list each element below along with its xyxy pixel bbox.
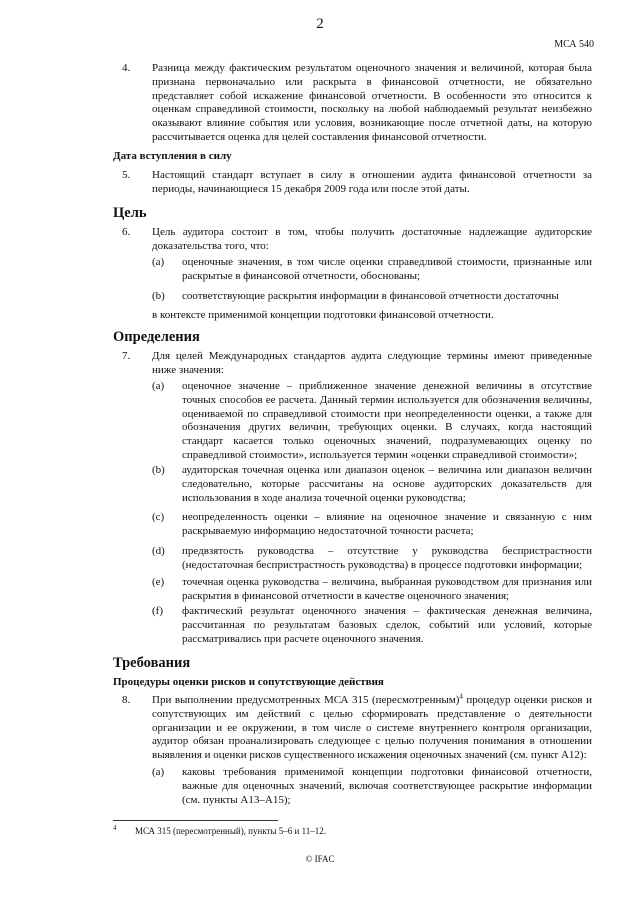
item-label: (b) [152,290,165,302]
requirements-heading: Требования [113,655,191,671]
item-label: (a) [152,380,165,392]
objective-heading: Цель [113,205,147,221]
paragraph-6 [122,226,592,256]
item-text: предвзятость руководства – отсутствие у руководства беспристрастности (недостаточная беспристрастность руководства) в процессе подготовки информации; [182,545,592,571]
paragraph-text-end: процедур оценки рисков и сопутствующих им действий с целью сформировать представление о деятельности организации и ее окружении, в том числе о системе внутреннего контроля организации, аудитор обязан проанализировать следующее с целью получения понимания в отношении выявления и оценки рисков существенного искажения оценочных значений (см. пункт А12): [152,694,592,762]
item-text: оценочные значения, в том числе оценки справедливой стоимости, признанные или раскрытые в финансовой отчетности, обоснованы; [182,256,592,282]
paragraph-number: 4. [122,62,131,74]
definition-item-c [152,511,592,541]
risk-procedures-subheading: Процедуры оценки рисков и сопутствующие действия [113,676,384,688]
item-label: (a) [152,256,165,268]
footnote-reference: 4 [459,692,463,701]
effective-date-heading: Дата вступления в силу [113,150,232,162]
paragraph-number: 8. [122,694,131,706]
definition-item-e [152,576,592,606]
item-text: соответствующие раскрытия информации в финансовой отчетности достаточны [182,290,559,302]
paragraph-text: Разница между фактическим результатом оценочного значения и величиной, которая была признана первоначально или раскрыта в финансовой отчетности, не обязательно представляет собой искажение финансовой отчетности. В особенности это относится к оценкам справедливой стоимости, поскольку на любой наблюдаемый результат неизбежно оказывают влияние события или условия, возникающие после отчетной даты, на которую рассчитывается оценка для целей составления финансовой отчетности. [152,62,592,143]
item-label: (d) [152,545,165,557]
item-label: (c) [152,511,165,523]
footnote-text: МСА 315 (пересмотренный), пункты 5–6 и 11–12. [135,826,327,836]
paragraph-text: Для целей Международных стандартов аудита следующие термины имеют приведенные ниже значения: [152,350,592,376]
definition-item-a [152,380,592,464]
definitions-heading: Определения [113,329,200,345]
objective-item-a [152,256,592,286]
paragraph-number: 7. [122,350,131,362]
item-text: каковы требования применимой концепции подготовки финансовой отчетности, важные для оценочных значений, включая соответствующее раскрытие информации (см. пункты А13–А15); [182,766,592,806]
objective-tail: в контексте применимой концепции подготовки финансовой отчетности. [152,309,494,321]
paragraph-7 [122,350,592,380]
footnote-number: 4 [113,824,117,832]
item-text: аудиторская точечная оценка или диапазон оценок – величина или диапазон величин следовательно, которые рассчитаны на основе аудиторских доказательств для использования в ходе анализа точечной оценки руководства; [182,464,592,504]
definition-item-b [152,464,592,508]
definition-item-f [152,605,592,649]
paragraph-text: Настоящий стандарт вступает в силу в отношении аудита финансовой отчетности за периоды, начинающиеся 15 декабря 2009 года или после этой даты. [152,169,592,195]
paragraph-5 [122,169,592,199]
page-footer: © IFAC [305,854,335,864]
page-number: 2 [316,16,324,32]
paragraph-4 [122,62,592,142]
paragraph-text: Цель аудитора состоит в том, чтобы получить достаточные надлежащие аудиторские доказательства того, что: [152,226,592,252]
item-text: оценочное значение – приближенное значение денежной величины в отсутствие точных способов ее расчета. Данный термин используется для обозначения величины, оцениваемой по справедливой стоимости при неопределенности оценки, а также для обозначения других величин, требующих оценки. В случаях, когда настоящий стандарт касается только оценочных значений, подразумевающих оценку по справедливой стоимости», используется термин «оценки справедливой стоимости»; [182,380,592,461]
item-text: фактический результат оценочного значения – фактическая денежная величина, рассчитанная по результатам базовых сделок, событий или условий, которые рассматривались при расчете оценочного значения. [182,605,592,645]
footnote-separator [113,820,278,821]
item-label: (f) [152,605,163,617]
item-text: неопределенность оценки – влияние на оценочное значение и связанную с ним раскрываемую информацию недостаточной точности расчета; [182,511,592,537]
paragraph-number: 6. [122,226,131,238]
item-label: (a) [152,766,165,778]
definition-item-d [152,545,592,575]
item-text: точечная оценка руководства – величина, выбранная руководством для признания или раскрытия в финансовой отчетности в качестве оценочного значения; [182,576,592,602]
standard-code: МСА 540 [554,39,594,50]
objective-item-b [152,290,592,306]
paragraph-8 [122,694,592,764]
paragraph-text [152,694,592,763]
item-label: (e) [152,576,165,588]
paragraph-number: 5. [122,169,131,181]
paragraph-text-start: При выполнении предусмотренных МСА 315 (пересмотренным) [152,694,460,706]
requirement-item-a [152,766,592,810]
item-label: (b) [152,464,165,476]
